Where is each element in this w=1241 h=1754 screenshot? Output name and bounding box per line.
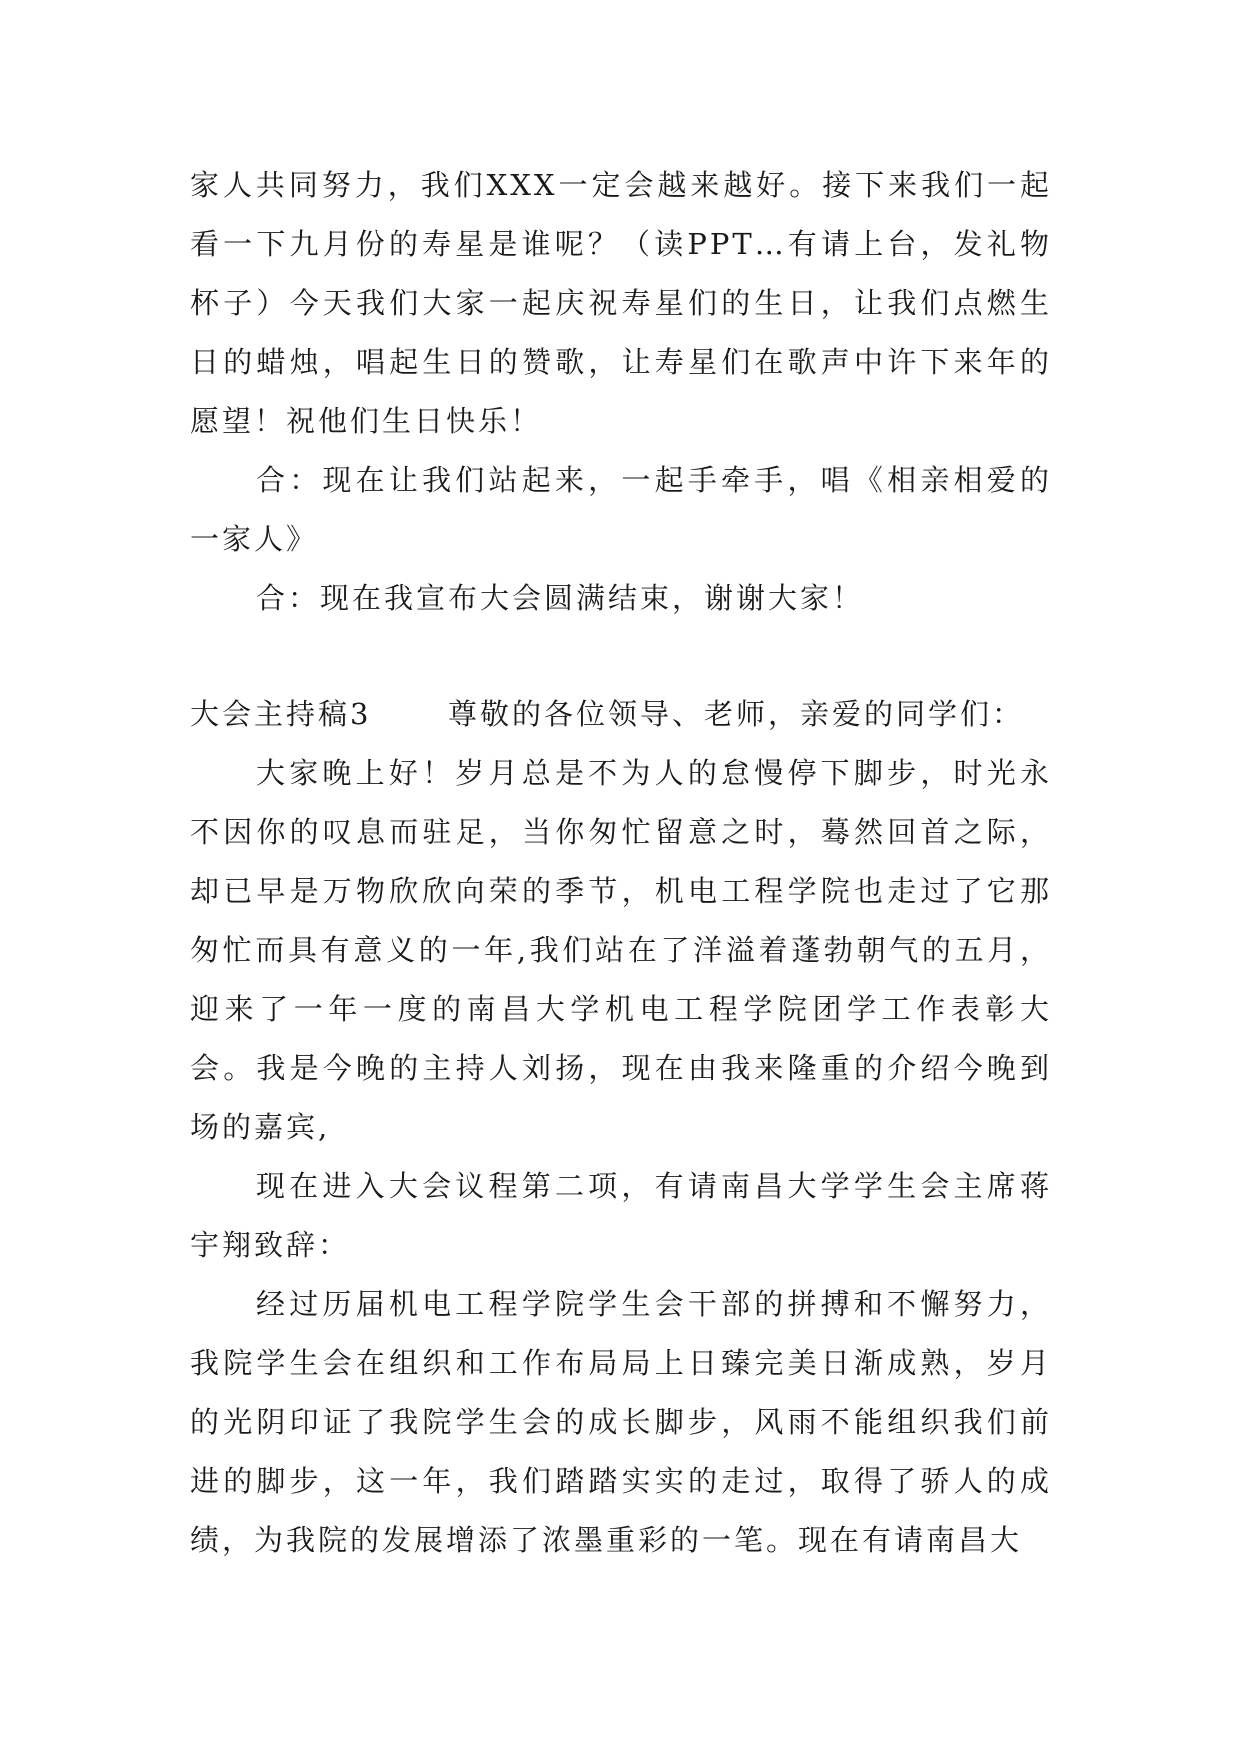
paragraph-student-union-achievements: 经过历届机电工程学院学生会干部的拼搏和不懈努力，我院学生会在组织和工作布局局上日臻完美日渐成熟，岁月的光阴印证了我院学生会的成长脚步，风雨不能组织我们前进的脚步，这一年，我们踏踏实实的走过，取得了骄人的成绩，为我院的发展增添了浓墨重彩的一笔。现在有请南昌大 xyxy=(190,1287,1052,1557)
paragraph-opening: 大家晚上好！岁月总是不为人的怠慢停下脚步，时光永不因你的叹息而驻足，当你匆忙留意之时，蓦然回首之际，却已早是万物欣欣向荣的季节，机电工程学院也走过了它那匆忙而具有意义的一年,我们站在了洋溢着蓬勃朝气的五月，迎来了一年一度的南昌大学机电工程学院团学工作表彰大会。我是今晚的主持人刘扬，现在由我来隆重的介绍今晚到场的嘉宾, xyxy=(190,756,1052,1144)
paragraph-meeting-end: 合：现在我宣布大会圆满结束，谢谢大家！ xyxy=(256,581,865,615)
section-title: 大会主持稿3 xyxy=(190,697,372,731)
section-greeting: 尊敬的各位领导、老师，亲爱的同学们： xyxy=(448,697,1025,731)
paragraph-birthday-celebration: 家人共同努力，我们XXX一定会越来越好。接下来我们一起看一下九月份的寿星是谁呢？（读PPT…有请上台，发礼物杯子）今天我们大家一起庆祝寿星们的生日，让我们点燃生日的蜡烛，唱起生日的赞歌，让寿星们在歌声中许下来年的愿望！祝他们生日快乐！ xyxy=(190,168,1052,438)
document-body xyxy=(190,156,1052,1570)
paragraph-agenda-second-item: 现在进入大会议程第二项，有请南昌大学学生会主席蒋宇翔致辞： xyxy=(190,1169,1052,1262)
section-heading xyxy=(190,685,1052,744)
section-gap xyxy=(190,628,1052,685)
paragraph-sing-together: 合：现在让我们站起来，一起手牵手，唱《相亲相爱的一家人》 xyxy=(190,463,1052,556)
